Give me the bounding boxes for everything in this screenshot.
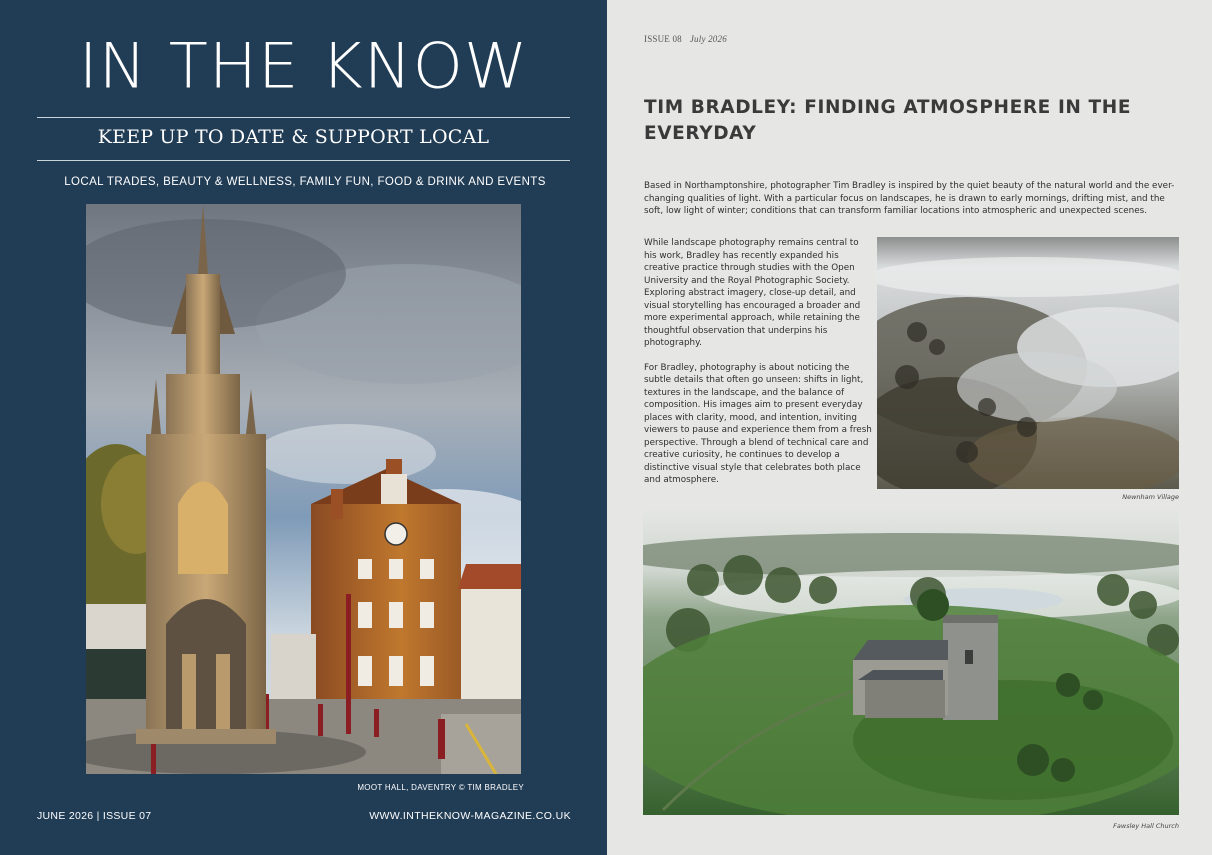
divider-top: [37, 117, 570, 118]
photo-fawsley-hall-church: [643, 510, 1179, 815]
article-paragraph: While landscape photography remains central to his work, Bradley has recently expanded his creative practice through studies with the Open University and the Royal Photographic Society. Exploring abstract imagery, close-up detail, and visual storytelling has encouraged a broader and more experimental approach, while retaining the thoughtful observation that underpins his photography.: [644, 238, 861, 348]
article-headline: TIM BRADLEY: FINDING ATMOSPHERE IN THE EVERYDAY: [644, 97, 1132, 144]
masthead: IN THE KNOW: [78, 30, 529, 104]
cover-photo-moot-hall: [86, 204, 521, 774]
photo-caption: Fawsley Hall Church: [1113, 822, 1179, 830]
article-intro: Based in Northamptonshire, photographer Tim Bradley is inspired by the quiet beauty of the natural world and the ever-changing qualities of light. With a particular focus on landscapes, he is drawn to early mornings, drifting mist, and the soft, low light of winter; conditions that can transform familiar locations into atmospheric and unexpected scenes.: [644, 181, 1175, 216]
issue-date: July 2026: [689, 34, 727, 44]
divider-bottom: [37, 160, 570, 161]
issue-meta: [644, 34, 727, 44]
article-page: [607, 0, 1212, 855]
cover-tagline: KEEP UP TO DATE & SUPPORT LOCAL: [97, 126, 490, 148]
cover-website-link[interactable]: WWW.INTHEKNOW-MAGAZINE.CO.UK: [369, 810, 571, 822]
cover-issue-line: JUNE 2026 | ISSUE 07: [37, 810, 152, 822]
photo-caption: Newnham Village: [1122, 493, 1179, 501]
cover-subline: LOCAL TRADES, BEAUTY & WELLNESS, FAMILY FUN, FOOD & DRINK AND EVENTS: [64, 176, 546, 188]
issue-number: ISSUE 08: [644, 34, 682, 44]
cover-photo-caption: MOOT HALL, DAVENTRY © TIM BRADLEY: [357, 783, 524, 792]
photo-newnham-village: [877, 237, 1179, 489]
article-body-column: [644, 237, 872, 487]
article-paragraph: For Bradley, photography is about noticing the subtle details that often go unseen: shifts in light, textures in the landscape, and the balance of composition. His images aim to present everyday places with clarity, mood, and intention, inviting viewers to pause and experience them from a fresh perspective. Through a blend of technical care and creative curiosity, he continues to develop a distinctive visual style that celebrates both place and atmosphere.: [644, 362, 872, 485]
